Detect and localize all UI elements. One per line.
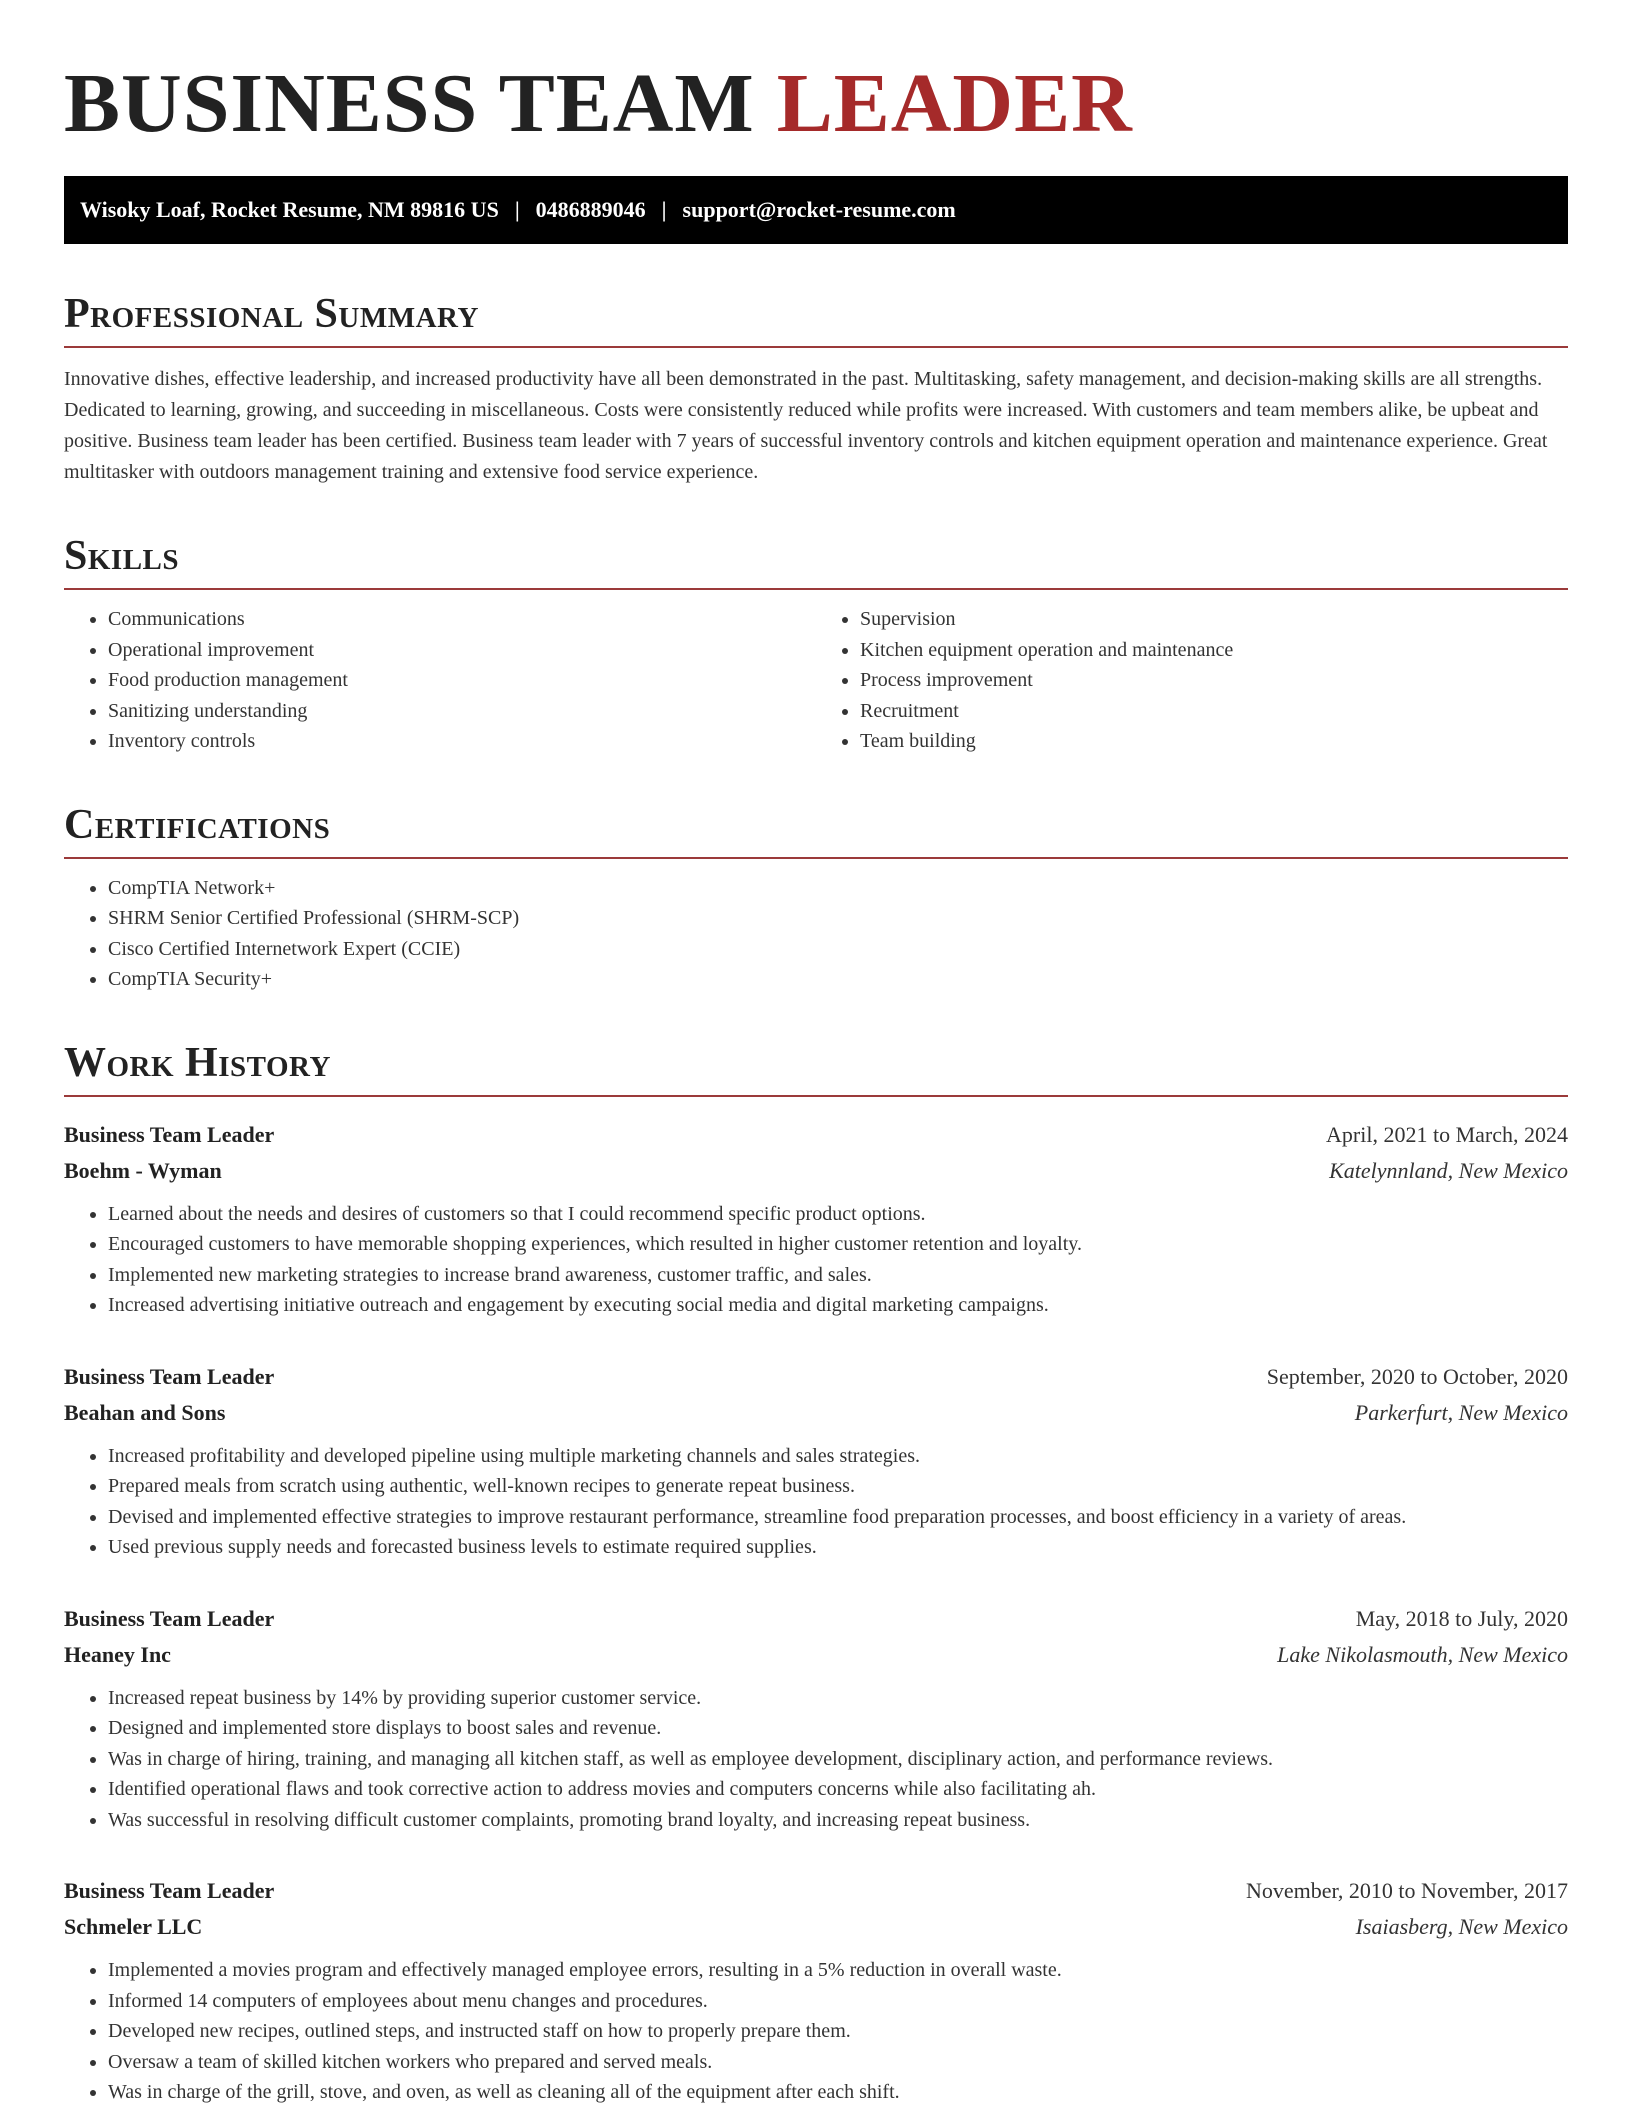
summary-heading: Professional Summary — [64, 290, 1568, 348]
job-company: Schmeler LLC — [64, 1914, 203, 1939]
job-title: Business Team Leader — [64, 1878, 275, 1903]
job-bullet: • Developed new recipes, outlined steps, and instructed staff on how to properly prepare them. — [108, 2016, 1568, 2047]
skill-item: • Supervision — [860, 604, 1568, 635]
job-bullet: • Increased repeat business by 14% by providing superior customer service. — [108, 1683, 1568, 1714]
job-dates: May, 2018 to July, 2020 — [1355, 1605, 1568, 1631]
job-dates: November, 2010 to November, 2017 — [1245, 1878, 1568, 1903]
skills-right-list — [816, 604, 1568, 757]
job-bullets — [64, 1955, 1568, 2108]
job-bullet: • Informed 14 computers of employees about menu changes and procedures. — [108, 1986, 1568, 2017]
job-bullet: • Was successful in resolving difficult customer complaints, promoting brand loyalty, and increasing repeat business. — [108, 1805, 1568, 1836]
title-main: BUSINESS TEAM — [64, 57, 755, 150]
skill-item: • Inventory controls — [108, 726, 816, 757]
job-dates: September, 2020 to October, 2020 — [1266, 1363, 1568, 1389]
certification-item: • CompTIA Network+ — [108, 873, 1568, 904]
job-entry — [64, 1359, 1568, 1563]
job-bullets — [64, 1199, 1568, 1321]
job-bullet: • Devised and implemented effective strategies to improve restaurant performance, streamline food preparation processes, and boost efficiency in a variety of areas. — [108, 1502, 1568, 1533]
job-entry — [64, 1117, 1568, 1321]
certifications-heading: Certifications — [64, 801, 1568, 859]
skill-item: • Kitchen equipment operation and maintenance — [860, 635, 1568, 666]
skills-grid — [64, 590, 1568, 757]
skill-item: • Communications — [108, 604, 816, 635]
skills-heading: Skills — [64, 532, 1568, 590]
resume-title — [64, 0, 1568, 152]
job-location: Parkerfurt, New Mexico — [1354, 1399, 1568, 1425]
job-bullet: • Increased advertising initiative outreach and engagement by executing social media and digital marketing campaigns. — [108, 1290, 1568, 1321]
summary-text: Innovative dishes, effective leadership, and increased productivity have all been demonstrated in the past. Multitasking, safety management, and decision-making skills are all strengths. Dedicated to learning, growing, and succeeding in miscellaneous. Costs were consistently reduced while profits were increased. With customers and team members alike, be upbeat and positive. Business team leader has been certified. Business team leader with 7 years of successful inventory controls and kitchen equipment operation and maintenance experience. Great multitasker with outdoors management training and extensive food service experience. — [64, 368, 1548, 483]
job-location: Katelynnland, New Mexico — [1329, 1157, 1568, 1183]
job-bullet: • Encouraged customers to have memorable shopping experiences, which resulted in higher customer retention and loyalty. — [108, 1229, 1568, 1260]
skill-item: • Food production management — [108, 665, 816, 696]
job-entry — [64, 1873, 1568, 2108]
contact-phone: 0486889046 — [535, 197, 646, 222]
job-location: Isaiasberg, New Mexico — [1355, 1914, 1568, 1939]
skill-item: • Team building — [860, 726, 1568, 757]
job-bullet: • Implemented new marketing strategies to increase brand awareness, customer traffic, and sales. — [108, 1260, 1568, 1291]
job-dates: April, 2021 to March, 2024 — [1326, 1121, 1568, 1147]
job-entry — [64, 1601, 1568, 1836]
job-title: Business Team Leader — [64, 1605, 275, 1631]
contact-email: support@rocket-resume.com — [682, 197, 956, 222]
job-bullet: • Increased profitability and developed pipeline using multiple marketing channels and sales strategies. — [108, 1441, 1568, 1472]
work-history-heading: Work History — [64, 1039, 1568, 1097]
contact-separator: | — [661, 197, 667, 222]
job-bullet: • Used previous supply needs and forecasted business levels to estimate required supplies. — [108, 1532, 1568, 1563]
job-bullet: • Prepared meals from scratch using authentic, well-known recipes to generate repeat business. — [108, 1471, 1568, 1502]
job-bullet: • Designed and implemented store displays to boost sales and revenue. — [108, 1713, 1568, 1744]
skill-item: • Operational improvement — [108, 635, 816, 666]
job-bullet: • Oversaw a team of skilled kitchen workers who prepared and served meals. — [108, 2047, 1568, 2078]
skills-left-list — [64, 604, 816, 757]
certifications-list — [64, 873, 1568, 995]
job-bullet: • Was in charge of the grill, stove, and oven, as well as cleaning all of the equipment after each shift. — [108, 2077, 1568, 2108]
certification-item: • SHRM Senior Certified Professional (SHRM-SCP) — [108, 903, 1568, 934]
job-company: Boehm - Wyman — [64, 1157, 222, 1183]
job-title: Business Team Leader — [64, 1121, 275, 1147]
job-bullet: • Identified operational flaws and took corrective action to address movies and computers concerns while also facilitating ah. — [108, 1774, 1568, 1805]
skill-item: • Recruitment — [860, 696, 1568, 727]
job-bullets — [64, 1683, 1568, 1836]
job-bullets — [64, 1441, 1568, 1563]
job-bullet: • Learned about the needs and desires of customers so that I could recommend specific product options. — [108, 1199, 1568, 1230]
job-bullet: • Implemented a movies program and effectively managed employee errors, resulting in a 5% reduction in overall waste. — [108, 1955, 1568, 1986]
contact-bar — [64, 176, 1568, 244]
job-title: Business Team Leader — [64, 1363, 275, 1389]
skill-item: • Process improvement — [860, 665, 1568, 696]
job-company: Beahan and Sons — [64, 1399, 226, 1425]
certification-item: • CompTIA Security+ — [108, 964, 1568, 995]
title-accent: LEADER — [776, 57, 1133, 150]
contact-address: Wisoky Loaf, Rocket Resume, NM 89816 US — [80, 197, 499, 222]
job-bullet: • Was in charge of hiring, training, and managing all kitchen staff, as well as employee development, disciplinary action, and performance reviews. — [108, 1744, 1568, 1775]
contact-separator: | — [514, 197, 520, 222]
skill-item: • Sanitizing understanding — [108, 696, 816, 727]
job-location: Lake Nikolasmouth, New Mexico — [1277, 1641, 1568, 1667]
job-company: Heaney Inc — [64, 1641, 171, 1667]
certification-item: • Cisco Certified Internetwork Expert (CCIE) — [108, 934, 1568, 965]
